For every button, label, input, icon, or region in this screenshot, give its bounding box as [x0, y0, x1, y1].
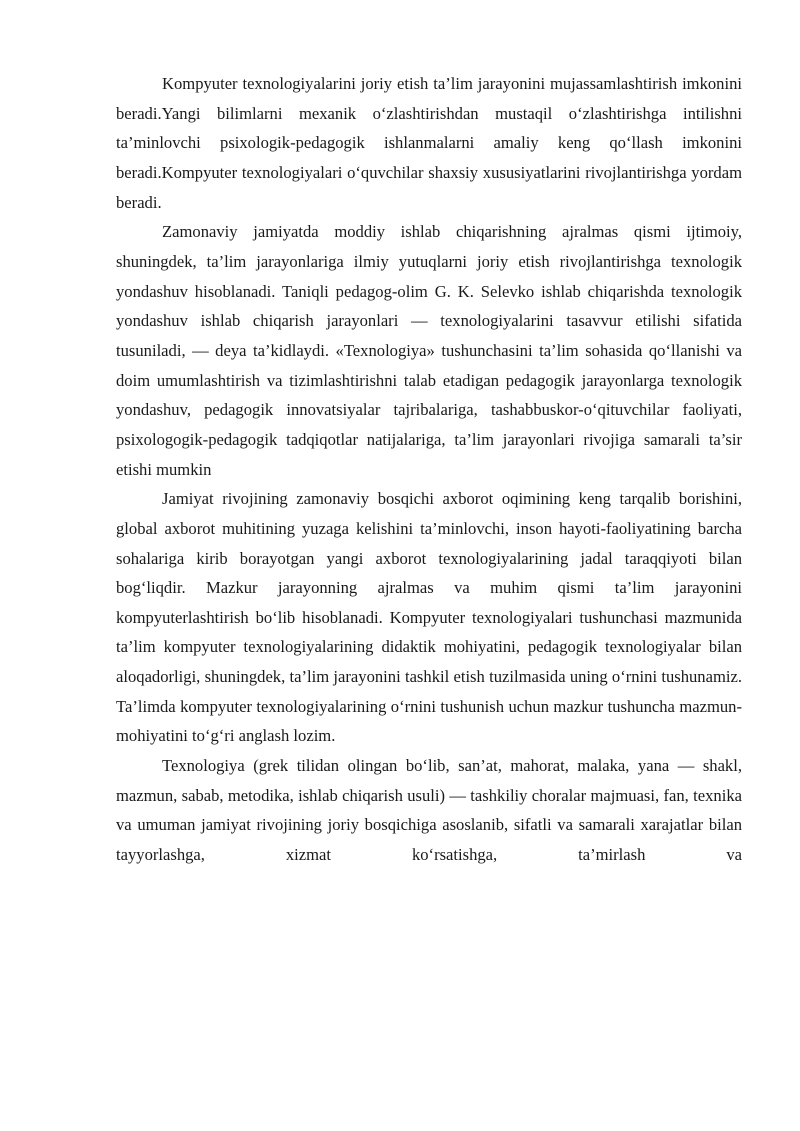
paragraph-4: Texnologiya (grek tilidan olingan bo‘lib, san’at, mahorat, malaka, yana — shakl, mazmun, sabab, metodika, ishlab chiqarish usuli) — tashkiliy choralar majmuasi, fan, texnika va umuman jamiyat rivojining joriy bosqichiga asoslanib, sifatli va samarali xarajatlar bilan tayyorlashga, xizmat ko‘rsatishga, ta’mirlash va: [116, 756, 742, 865]
paragraph-2: Zamonaviy jamiyatda moddiy ishlab chiqarishning ajralmas qismi ijtimoiy, shuningdek, ta’lim jarayonlariga ilmiy yutuqlarni joriy etish rivojlantirishga texnologik yondashuv hisoblanadi. Taniqli pedagog-olim G. K. Selevko ishlab chiqarishda texnologik yondashuv ishlab chiqarish jarayonlari — texnologiyalarini tasavvur etilishi sifatida tusuniladi, — deya ta’kidlaydi. «Texnologiya» tushunchasini ta’lim sohasida qo‘llanishi va doim umumlashtirish va tizimlashtirishni talab etadigan pedagogik jarayonlarga texnologik yondashuv, pedagogik innovatsiyalar tajribalariga, tashabbuskor-o‘qituvchilar faoliyati, psixologogik-pedagogik tadqiqotlar natijalariga, ta’lim jarayonlari rivojiga samarali ta’sir etishi mumkin: [116, 222, 742, 479]
paragraph-3: Jamiyat rivojining zamonaviy bosqichi axborot oqimining keng tarqalib borishini, global axborot muhitining yuzaga kelishini ta’minlovchi, inson hayoti-faoliyatining barcha sohalariga kirib borayotgan yangi axborot texnologiyalarining jadal taraqqiyoti bilan bog‘liqdir. Mazkur jarayonning ajralmas va muhim qismi ta’lim jarayonini kompyuterlashtirish bo‘lib hisoblanadi. Kompyuter texnologiyalari tushunchasi mazmunida ta’lim kompyuter texnologiyalarining didaktik mohiyatini, pedagogik texnologiyalar bilan aloqadorligi, shuningdek, ta’lim jarayonini tashkil etish tuzilmasida uning o‘rnini tushunamiz. Ta’limda kompyuter texnologiyalarining o‘rnini tushunish uchun mazkur tushuncha mazmun-mohiyatini to‘g‘ri anglash lozim.: [116, 489, 742, 746]
paragraph-1: Kompyuter texnologiyalarini joriy etish ta’lim jarayonini mujassamlashtirish imkonini beradi.Yangi bilimlarni mexanik o‘zlashtirishdan mustaqil o‘zlashtirishga intilishni ta’minlovchi psixologik-pedagogik ishlanmalarni amaliy keng qo‘llash imkonini beradi.Kompyuter texnologiyalari o‘quvchilar shaxsiy xususiyatlarini rivojlantirishga yordam beradi.: [116, 74, 742, 212]
body-text: [116, 69, 742, 870]
